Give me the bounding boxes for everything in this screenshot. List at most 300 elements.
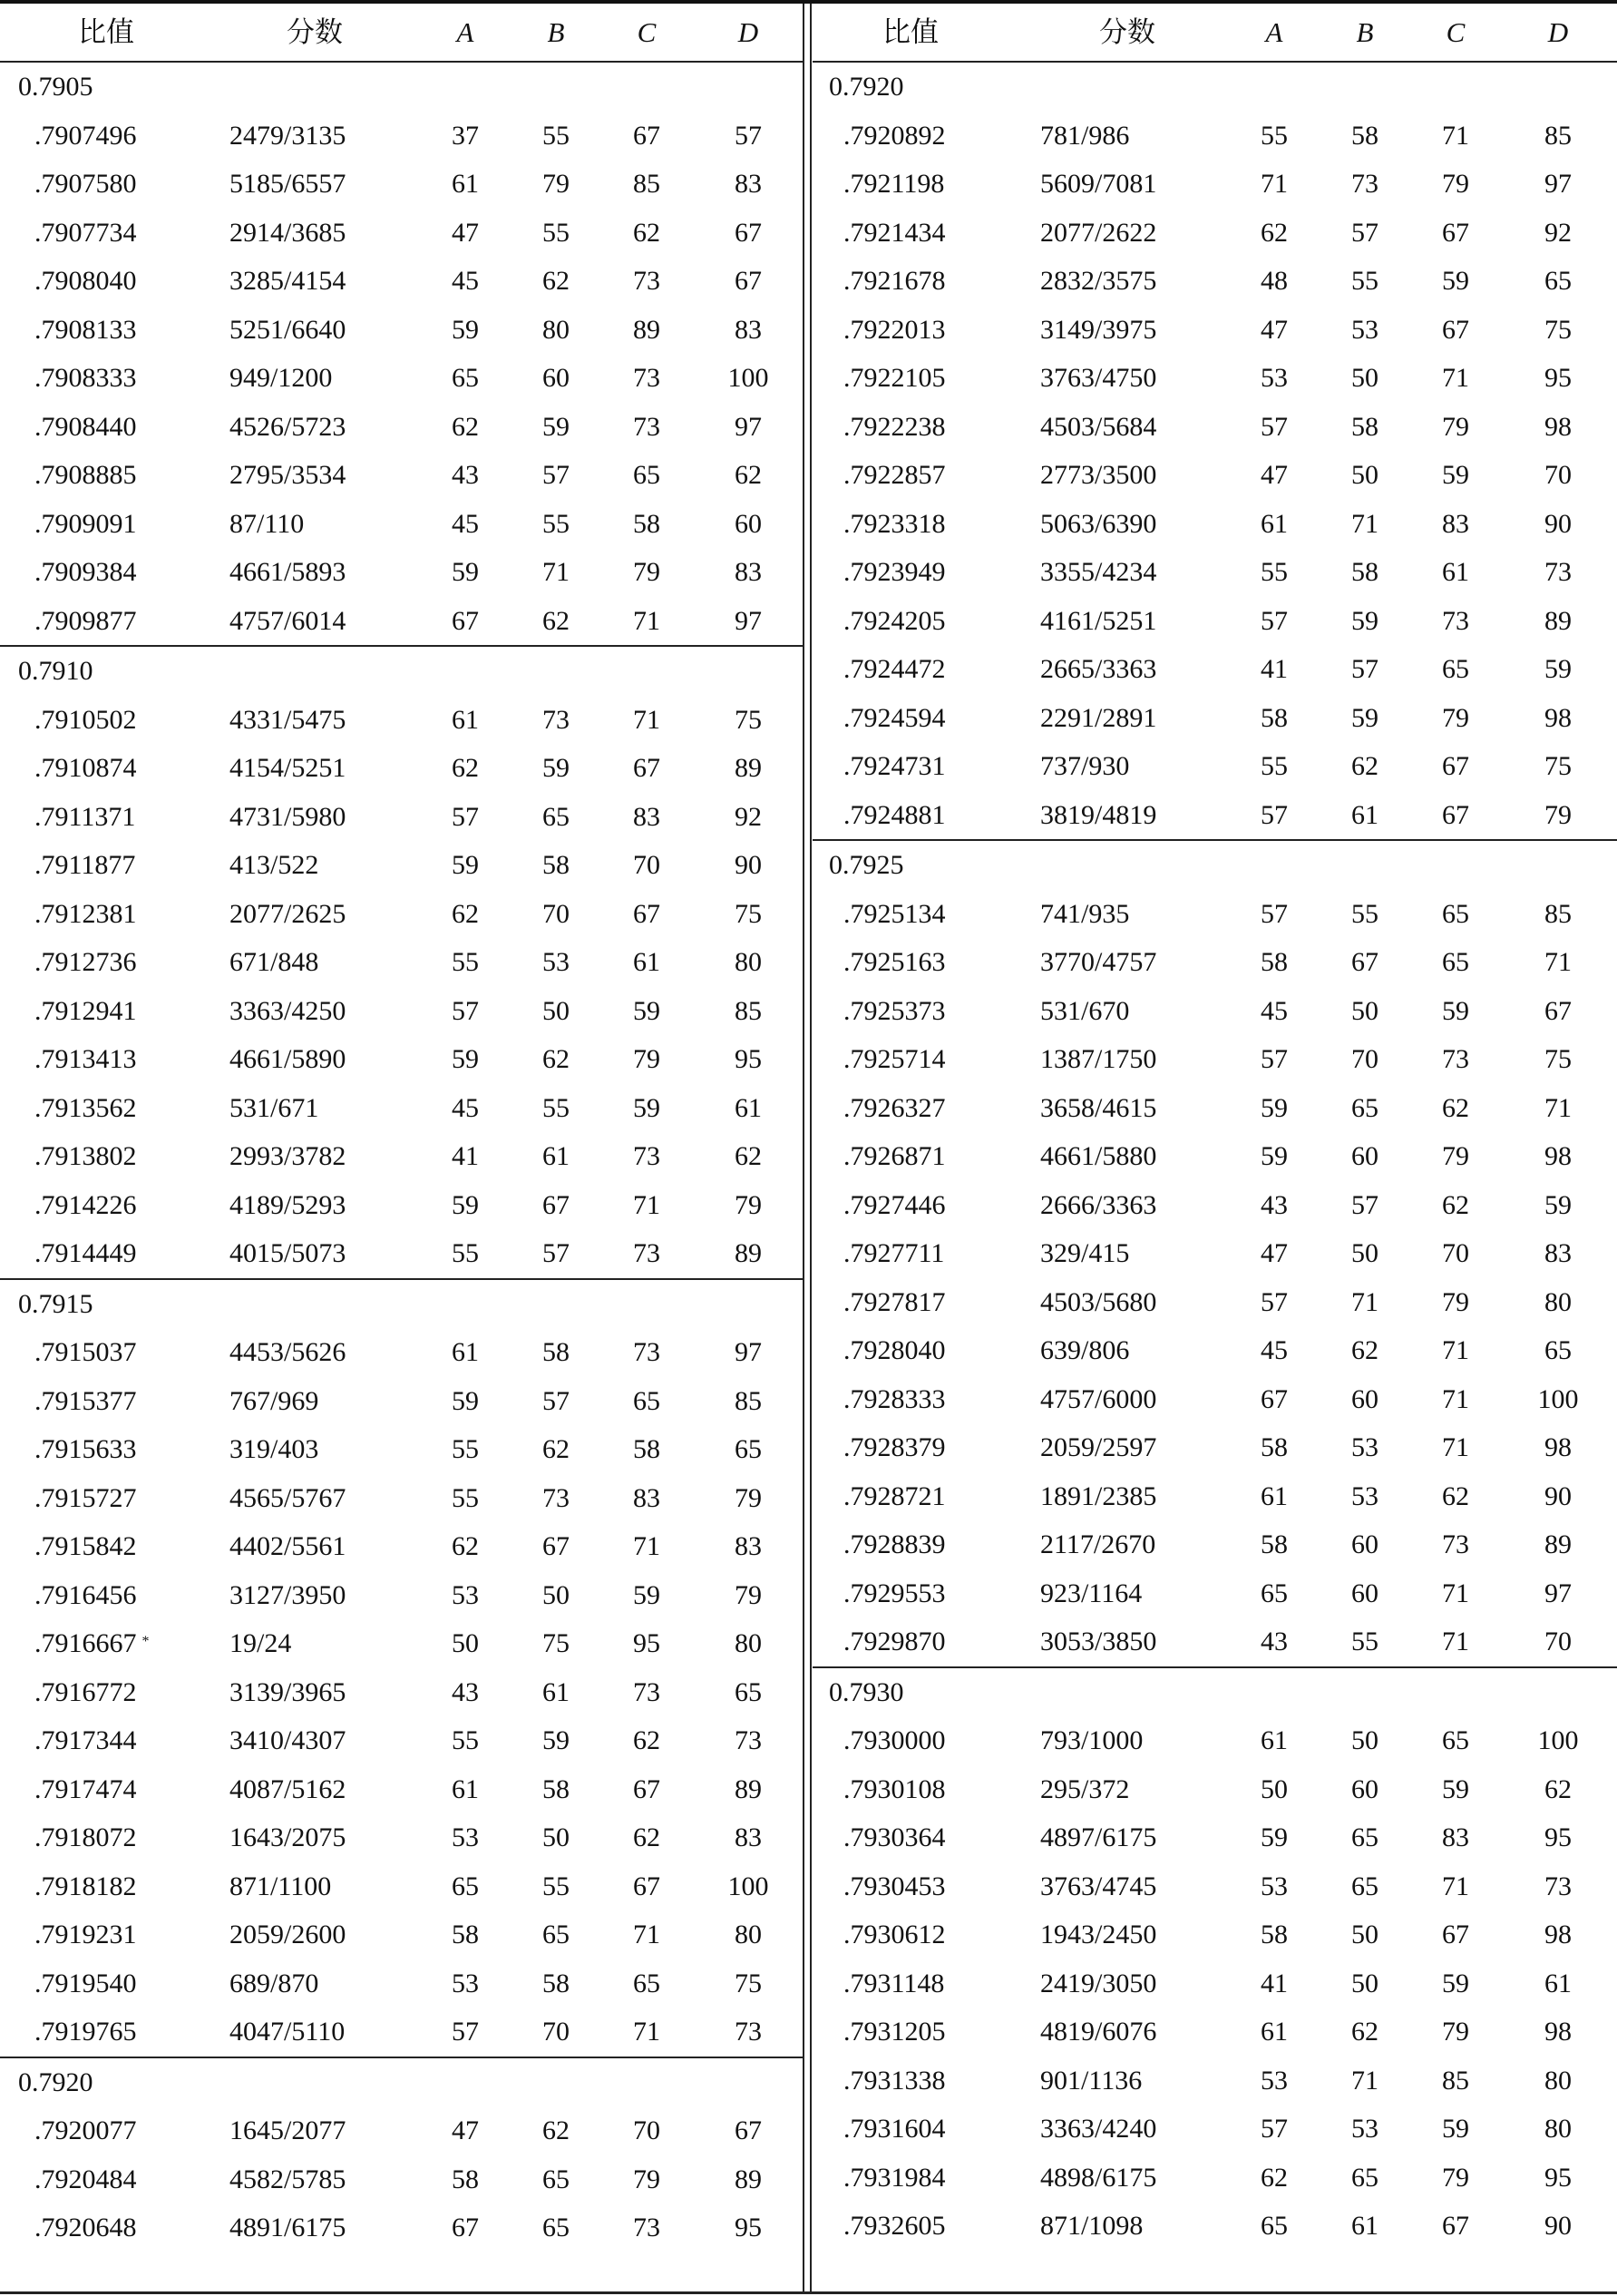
value-cell-c: 85 — [1442, 2065, 1469, 2096]
value-cell-c: 73 — [1442, 605, 1469, 636]
value-cell-b: 67 — [1351, 947, 1378, 977]
value-cell-d: 89 — [735, 1773, 762, 1804]
table-row — [0, 2106, 804, 2155]
value-cell-c: 79 — [633, 557, 660, 587]
value-cell-a: 58 — [452, 1920, 479, 1949]
table-row — [0, 2155, 804, 2204]
value-cell-a: 67 — [452, 2213, 479, 2242]
value-cell-a: 61 — [452, 169, 479, 199]
value-cell-a: 62 — [452, 753, 479, 783]
value-cell-d: 98 — [1544, 1141, 1572, 1171]
value-cell-b: 61 — [1351, 799, 1378, 830]
ratio-value: .7909384 — [34, 557, 137, 587]
value-cell-d: 59 — [1544, 654, 1572, 684]
value-cell-b: 60 — [1351, 1578, 1378, 1608]
fraction-cell: 4757/6000 — [1040, 1383, 1157, 1414]
ratio-cell — [843, 1968, 944, 2000]
value-cell-b: 65 — [1351, 1822, 1378, 1852]
value-cell-d: 61 — [1544, 1968, 1572, 1998]
value-cell-a: 61 — [1261, 2017, 1288, 2047]
ratio-cell — [34, 1092, 137, 1125]
header-fraction: 分数 — [287, 16, 343, 48]
value-cell-d: 100 — [727, 1871, 769, 1901]
ratio-cell — [843, 946, 946, 979]
table-row — [813, 938, 1617, 987]
ratio-cell — [843, 411, 946, 444]
value-cell-b: 58 — [1351, 557, 1378, 587]
value-cell-a: 47 — [1261, 460, 1288, 490]
value-cell-b: 65 — [1351, 2162, 1378, 2193]
table-row — [0, 793, 804, 842]
value-cell-b: 62 — [542, 2115, 570, 2145]
value-cell-c: 67 — [1442, 751, 1469, 781]
header-ratio: 比值 — [78, 16, 134, 48]
ratio-value: .7917474 — [34, 1773, 137, 1804]
header-a: A — [1265, 16, 1283, 48]
value-cell-b: 73 — [1351, 169, 1378, 199]
value-cell-c: 73 — [633, 363, 660, 393]
value-cell-a: 50 — [1261, 1773, 1288, 1804]
value-cell-d: 100 — [1537, 1383, 1579, 1414]
value-cell-b: 62 — [1351, 2017, 1378, 2047]
value-cell-c: 59 — [1442, 995, 1469, 1026]
value-cell-c: 59 — [1442, 1968, 1469, 1998]
ratio-value: .7911371 — [34, 801, 136, 832]
value-cell-b: 50 — [1351, 1920, 1378, 1949]
fraction-cell: 3053/3850 — [1040, 1627, 1157, 1656]
value-cell-b: 50 — [1351, 1725, 1378, 1755]
fraction-cell: 5609/7081 — [1040, 169, 1157, 199]
fraction-cell: 3819/4819 — [1040, 799, 1157, 830]
row-group — [0, 63, 804, 647]
footnote-mark: * — [141, 1634, 150, 1649]
value-cell-d: 71 — [1544, 1092, 1572, 1123]
header-c: C — [1446, 16, 1466, 48]
value-cell-c: 67 — [1442, 1920, 1469, 1949]
ratio-value: .7931604 — [843, 2114, 946, 2144]
ratio-value: .7925714 — [843, 1044, 946, 1074]
value-cell-d: 75 — [735, 1968, 762, 1998]
ratio-cell — [34, 1140, 137, 1173]
value-cell-d: 90 — [1544, 508, 1572, 539]
ratio-value: .7921434 — [843, 217, 946, 248]
value-cell-d: 60 — [735, 508, 762, 539]
group-label-row — [0, 63, 804, 112]
value-cell-c: 71 — [633, 704, 660, 735]
value-cell-d: 85 — [1544, 898, 1572, 929]
value-cell-c: 83 — [1442, 508, 1469, 539]
value-cell-a: 45 — [452, 508, 479, 539]
value-cell-c: 79 — [1442, 1286, 1469, 1317]
value-cell-b: 73 — [542, 704, 570, 735]
ratio-value: .7930453 — [843, 1871, 946, 1901]
fraction-cell: 871/1098 — [1040, 2211, 1144, 2241]
ratio-cell — [34, 1043, 137, 1076]
table-row — [0, 306, 804, 355]
fraction-cell: 923/1164 — [1040, 1578, 1143, 1608]
table-row — [813, 1520, 1617, 1569]
fraction-cell: 3149/3975 — [1040, 314, 1157, 345]
fraction-cell: 4898/6175 — [1040, 2162, 1157, 2193]
value-cell-d: 75 — [1544, 314, 1572, 345]
ratio-cell — [843, 1822, 946, 1854]
ratio-value: .7927817 — [843, 1286, 946, 1317]
value-cell-b: 50 — [1351, 995, 1378, 1026]
value-cell-a: 53 — [452, 1822, 479, 1852]
ratio-cell — [34, 2212, 137, 2244]
ratio-cell — [34, 120, 137, 152]
ratio-cell — [843, 362, 946, 395]
group-label-row — [0, 1280, 804, 1329]
ratio-cell — [34, 1968, 137, 2000]
ratio-cell — [34, 2016, 137, 2048]
value-cell-b: 65 — [542, 2213, 570, 2242]
table-row — [813, 209, 1617, 258]
fraction-cell: 4154/5251 — [229, 753, 346, 783]
value-cell-a: 61 — [1261, 1480, 1288, 1511]
value-cell-a: 58 — [1261, 702, 1288, 733]
value-cell-b: 62 — [1351, 751, 1378, 781]
row-group — [813, 63, 1617, 841]
table-row — [0, 1716, 804, 1765]
ratio-cell — [843, 995, 946, 1028]
value-cell-b: 57 — [1351, 1189, 1378, 1220]
table-row — [813, 354, 1617, 403]
value-cell-d: 80 — [1544, 2065, 1572, 2096]
ratio-cell — [34, 752, 137, 785]
ratio-value: .7922238 — [843, 411, 946, 442]
value-cell-c: 59 — [1442, 266, 1469, 296]
ratio-value: .7931148 — [843, 1968, 945, 1998]
ratio-value: .7907734 — [34, 217, 137, 248]
table-row — [0, 1619, 804, 1668]
ratio-cell — [843, 1431, 946, 1464]
value-cell-d: 90 — [1544, 2211, 1572, 2241]
ratio-cell — [34, 265, 137, 298]
table-row — [813, 742, 1617, 791]
ratio-cell — [843, 459, 946, 492]
value-cell-b: 55 — [1351, 1627, 1378, 1656]
header-ratio: 比值 — [882, 16, 939, 48]
fraction-cell: 793/1000 — [1040, 1725, 1144, 1755]
table-row — [0, 696, 804, 745]
fraction-cell: 295/372 — [1040, 1773, 1130, 1804]
row-group — [0, 1280, 804, 2058]
table-row — [813, 1472, 1617, 1521]
value-cell-a: 71 — [1261, 169, 1288, 199]
value-cell-d: 62 — [735, 1141, 762, 1171]
value-cell-d: 89 — [1544, 605, 1572, 636]
ratio-value: .7913802 — [34, 1141, 137, 1171]
fraction-cell: 2059/2600 — [229, 1920, 346, 1949]
value-cell-d: 67 — [735, 217, 762, 248]
value-cell-d: 98 — [1544, 2017, 1572, 2047]
fraction-cell: 329/415 — [1040, 1238, 1130, 1268]
ratio-value: .7912941 — [34, 995, 137, 1026]
table-row — [0, 1084, 804, 1133]
value-cell-d: 100 — [1537, 1725, 1579, 1755]
divider-line-right — [810, 4, 812, 2291]
table-row — [0, 597, 804, 646]
value-cell-c: 58 — [633, 508, 660, 539]
value-cell-d: 65 — [735, 1434, 762, 1464]
value-cell-a: 57 — [452, 801, 479, 832]
ratio-value: .7930364 — [843, 1822, 946, 1852]
fraction-cell: 1891/2385 — [1040, 1480, 1157, 1511]
table-row — [0, 1377, 804, 1426]
table-row — [0, 841, 804, 890]
ratio-cell — [34, 1189, 137, 1222]
table-row — [813, 1326, 1617, 1375]
fraction-cell: 5185/6557 — [229, 169, 346, 199]
table-row — [0, 548, 804, 597]
value-cell-b: 53 — [1351, 1480, 1378, 1511]
ratio-value: .7916667 — [34, 1628, 137, 1658]
fraction-cell: 4503/5680 — [1040, 1286, 1157, 1317]
table-row — [0, 257, 804, 306]
value-cell-c: 71 — [633, 2017, 660, 2047]
ratio-cell — [34, 1385, 137, 1418]
ratio-value: .7929870 — [843, 1627, 946, 1656]
value-cell-a: 61 — [452, 704, 479, 735]
ratio-cell — [843, 1919, 946, 1951]
table-row — [0, 1132, 804, 1181]
value-cell-b: 65 — [1351, 1092, 1378, 1123]
group-label: 0.7920 — [18, 2066, 93, 2097]
value-cell-d: 98 — [1544, 411, 1572, 442]
value-cell-c: 79 — [633, 2164, 660, 2194]
value-cell-b: 73 — [542, 1482, 570, 1513]
value-cell-c: 79 — [1442, 2017, 1469, 2047]
table-row — [0, 890, 804, 939]
ratio-value: .7931338 — [843, 2065, 946, 2096]
value-cell-c: 73 — [1442, 1044, 1469, 1074]
value-cell-c: 71 — [1442, 1383, 1469, 1414]
group-label-row — [813, 63, 1617, 112]
value-cell-c: 71 — [1442, 1432, 1469, 1462]
value-cell-d: 95 — [735, 1044, 762, 1074]
ratio-value: .7915727 — [34, 1482, 137, 1513]
ratio-value: .7913562 — [34, 1092, 137, 1123]
value-cell-c: 79 — [1442, 169, 1469, 199]
ratio-cell — [34, 1676, 137, 1709]
value-cell-a: 59 — [452, 1044, 479, 1074]
ratio-cell — [843, 750, 946, 783]
value-cell-d: 92 — [735, 801, 762, 832]
value-cell-d: 90 — [735, 850, 762, 880]
value-cell-b: 50 — [1351, 1968, 1378, 1998]
value-cell-b: 70 — [1351, 1044, 1378, 1074]
value-cell-a: 41 — [1261, 654, 1288, 684]
ratio-value: .7909877 — [34, 605, 137, 636]
ratio-value: .7924731 — [843, 751, 946, 781]
value-cell-b: 50 — [1351, 1238, 1378, 1268]
value-cell-d: 67 — [735, 266, 762, 296]
table-row — [813, 694, 1617, 743]
ratio-cell — [34, 1237, 137, 1270]
value-cell-c: 79 — [1442, 411, 1469, 442]
ratio-value: .7922857 — [843, 460, 946, 490]
value-cell-c: 79 — [1442, 702, 1469, 733]
value-cell-c: 59 — [1442, 1773, 1469, 1804]
value-cell-c: 73 — [633, 1676, 660, 1707]
value-cell-d: 62 — [1544, 1773, 1572, 1804]
table-row — [813, 257, 1617, 306]
fraction-cell: 1387/1750 — [1040, 1044, 1157, 1074]
fraction-cell: 4331/5475 — [229, 704, 346, 735]
right-panel — [813, 4, 1617, 2291]
value-cell-d: 67 — [735, 2115, 762, 2145]
table-row — [813, 2105, 1617, 2154]
value-cell-c: 59 — [1442, 2114, 1469, 2144]
value-cell-b: 71 — [542, 557, 570, 587]
fraction-cell: 2665/3363 — [1040, 654, 1157, 684]
value-cell-d: 73 — [1544, 557, 1572, 587]
header-d: D — [1547, 16, 1569, 48]
value-cell-a: 45 — [452, 1092, 479, 1123]
row-group — [0, 647, 804, 1280]
value-cell-b: 65 — [1351, 1871, 1378, 1901]
value-cell-c: 65 — [1442, 1725, 1469, 1755]
ratio-value: .7920484 — [34, 2164, 137, 2194]
value-cell-c: 73 — [633, 1337, 660, 1367]
ratio-cell — [34, 556, 137, 589]
value-cell-a: 58 — [452, 2164, 479, 2194]
ratio-cell — [34, 411, 137, 444]
ratio-cell — [34, 1433, 137, 1466]
value-cell-a: 61 — [452, 1773, 479, 1804]
table-row — [813, 112, 1617, 161]
table-row — [0, 1862, 804, 1911]
value-cell-c: 85 — [633, 169, 660, 199]
value-cell-b: 67 — [542, 1189, 570, 1220]
value-cell-d: 83 — [735, 314, 762, 345]
header-b: B — [1356, 16, 1374, 48]
ratio-value: .7918072 — [34, 1822, 137, 1852]
value-cell-d: 80 — [1544, 2114, 1572, 2144]
table-row — [0, 1813, 804, 1862]
value-cell-a: 58 — [1261, 1920, 1288, 1949]
ratio-value: .7922013 — [843, 314, 946, 345]
table-row — [813, 451, 1617, 500]
table-row — [813, 1569, 1617, 1618]
fraction-cell: 1645/2077 — [229, 2115, 346, 2145]
value-cell-c: 73 — [633, 1141, 660, 1171]
fraction-cell: 949/1200 — [229, 363, 333, 393]
fraction-cell: 2795/3534 — [229, 460, 346, 490]
value-cell-c: 61 — [1442, 557, 1469, 587]
ratio-value: .7927446 — [843, 1189, 946, 1220]
ratio-value: .7927711 — [843, 1238, 945, 1268]
ratio-value: .7924594 — [843, 702, 946, 733]
value-cell-a: 53 — [1261, 363, 1288, 393]
value-cell-d: 100 — [727, 363, 769, 393]
value-cell-c: 65 — [633, 1385, 660, 1416]
fraction-cell: 2832/3575 — [1040, 266, 1157, 296]
value-cell-b: 53 — [542, 947, 570, 977]
table-row — [813, 2008, 1617, 2057]
value-cell-c: 59 — [1442, 460, 1469, 490]
value-cell-b: 62 — [542, 266, 570, 296]
value-cell-c: 73 — [633, 1238, 660, 1268]
value-cell-b: 57 — [542, 1385, 570, 1416]
value-cell-b: 60 — [1351, 1773, 1378, 1804]
value-cell-c: 70 — [633, 850, 660, 880]
ratio-value: .7908333 — [34, 363, 137, 393]
ratio-cell — [843, 314, 946, 347]
value-cell-a: 62 — [1261, 2162, 1288, 2193]
value-cell-b: 61 — [1351, 2211, 1378, 2241]
ratio-value: .7919540 — [34, 1968, 137, 1998]
ratio-cell — [34, 1724, 137, 1757]
value-cell-b: 53 — [1351, 2114, 1378, 2144]
fraction-cell: 901/1136 — [1040, 2065, 1143, 2096]
fraction-cell: 3363/4250 — [229, 995, 346, 1026]
row-group — [813, 841, 1617, 1668]
table-row — [813, 1229, 1617, 1278]
value-cell-a: 62 — [1261, 217, 1288, 248]
fraction-cell: 2479/3135 — [229, 120, 346, 151]
value-cell-b: 60 — [1351, 1529, 1378, 1559]
value-cell-b: 53 — [1351, 314, 1378, 345]
value-cell-a: 41 — [1261, 1968, 1288, 1998]
value-cell-a: 65 — [1261, 2211, 1288, 2241]
value-cell-d: 85 — [735, 995, 762, 1026]
ratio-cell — [843, 2162, 946, 2194]
ratio-cell — [843, 2210, 946, 2242]
value-cell-b: 55 — [542, 1871, 570, 1901]
value-cell-c: 61 — [633, 947, 660, 977]
value-cell-d: 70 — [1544, 460, 1572, 490]
fraction-cell: 3763/4750 — [1040, 363, 1157, 393]
value-cell-a: 45 — [1261, 1335, 1288, 1365]
table-row — [0, 1229, 804, 1278]
ratio-value: .7908133 — [34, 314, 137, 345]
left-header-row — [0, 4, 804, 63]
ratio-cell — [843, 1383, 946, 1416]
ratio-value: .7914226 — [34, 1189, 137, 1220]
value-cell-c: 62 — [1442, 1480, 1469, 1511]
fraction-cell: 5251/6640 — [229, 314, 346, 345]
value-cell-d: 97 — [1544, 1578, 1572, 1608]
value-cell-a: 59 — [452, 557, 479, 587]
value-cell-c: 62 — [1442, 1189, 1469, 1220]
ratio-cell — [843, 1043, 946, 1076]
fraction-cell: 741/935 — [1040, 898, 1130, 929]
fraction-cell: 3355/4234 — [1040, 557, 1157, 587]
value-cell-d: 75 — [1544, 1044, 1572, 1074]
table-row — [813, 1813, 1617, 1862]
ratio-cell — [34, 1627, 150, 1660]
value-cell-a: 62 — [452, 411, 479, 442]
table-row — [0, 1959, 804, 2008]
value-cell-c: 71 — [1442, 120, 1469, 151]
header-d: D — [737, 16, 759, 48]
value-cell-a: 43 — [1261, 1189, 1288, 1220]
ratio-cell — [843, 1140, 946, 1173]
value-cell-b: 55 — [542, 508, 570, 539]
ratio-value: .7928379 — [843, 1432, 946, 1462]
value-cell-c: 71 — [1442, 1335, 1469, 1365]
value-cell-d: 95 — [1544, 1822, 1572, 1852]
value-cell-b: 58 — [542, 850, 570, 880]
ratio-value: .7923318 — [843, 508, 946, 539]
value-cell-d: 97 — [735, 605, 762, 636]
table-row — [0, 1328, 804, 1377]
group-label: 0.7905 — [18, 72, 93, 102]
value-cell-b: 57 — [542, 460, 570, 490]
group-label: 0.7930 — [829, 1676, 904, 1707]
